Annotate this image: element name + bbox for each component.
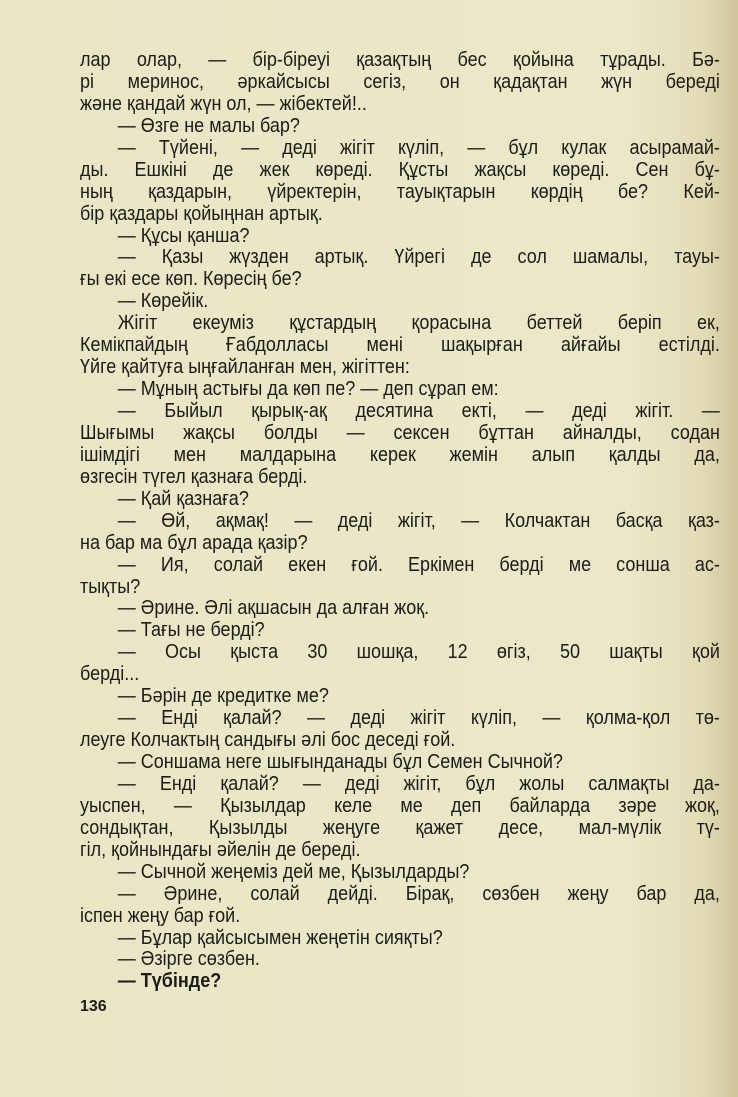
text-line: ғы екі есе көп. Көресің бе? <box>80 269 302 291</box>
text-line: — Қазы жүзден артық. Үйрегі де сол шамалы, тауы- <box>117 247 720 269</box>
text-line: Жігіт екеуміз құстардың қорасына беттей беріп ек, <box>117 313 720 335</box>
text-line: леуге Колчактың сандығы әлі бос деседі ғой. <box>80 730 456 752</box>
text-line: — Бәрін де кредитке ме? <box>117 686 329 708</box>
text-line: сондықтан, Қызылды жеңуге қажет десе, мал-мүлік тү- <box>80 817 720 839</box>
text-line: — Әрине. Әлі ақшасын да алған жоқ. <box>117 598 430 620</box>
text-line: — Соншама неге шығынданады бұл Семен Сычной? <box>117 752 563 773</box>
text-line: — Өзге не малы бар? <box>117 115 300 137</box>
text-line: — Түйені, — деді жігіт күліп, — бұл кулак асырамай- <box>117 137 720 159</box>
text-line: — Бұлар қайсысымен жеңетін сияқты? <box>117 927 443 949</box>
text-line: Кемікпайдың Ғабдолласы мені шақырған айғайы естілді. <box>80 335 720 357</box>
text-line: — Енді қалай? — деді жігіт күліп, — қолма-қол тө- <box>117 708 720 730</box>
text-line: Шығымы жақсы болды — сексен бұттан айналды, содан <box>80 422 720 444</box>
text-line: берді... <box>80 664 140 686</box>
text-line: — Әзірге сөзбен. <box>117 949 260 971</box>
text-line: — Мұның астығы да көп пе? — деп сұрап ем: <box>117 379 499 401</box>
text-line: — Осы қыста 30 шошқа, 12 өгіз, 50 шақты қой <box>117 642 720 664</box>
text-line: ды. Ешкіні де жек көреді. Құсты жақсы көреді. Сен бұ- <box>80 159 720 181</box>
text-line: өзгесін түгел қазнаға берді. <box>80 466 308 488</box>
text-line: іспен жеңу бар ғой. <box>80 905 241 927</box>
text-line: — Көрейік. <box>117 291 209 313</box>
text-line: гіл, қойнындағы әйелін де береді. <box>80 839 361 861</box>
text-line: — Түбінде? <box>117 971 222 993</box>
text-line: — Быйыл қырық-ақ десятина екті, — деді жігіт. — <box>117 401 720 422</box>
text-line: лар олар, — бір-біреуі қазақтың бес қойына тұрады. Бә- <box>80 50 720 71</box>
page-number: 136 <box>80 998 107 1015</box>
text-line: на бар ма бұл арада қазір? <box>80 532 308 554</box>
text-line: — Әрине, солай дейді. Бірақ, сөзбен жеңу бар да, <box>117 883 720 905</box>
text-line: Үйге қайтуға ыңғайланған мен, жігіттен: <box>80 357 410 379</box>
text-line: бір қаздары қойыңнан артық. <box>80 203 323 225</box>
text-line: — Сычной жеңеміз дей ме, Қызылдарды? <box>117 861 470 883</box>
text-line: — Ия, солай екен ғой. Еркімен берді ме сонша ас- <box>117 554 720 576</box>
page-body <box>80 50 720 993</box>
text-line: — Қай қазнаға? <box>117 488 249 510</box>
text-line: ның қаздарын, үйректерін, тауықтарын көрдің бе? Кей- <box>80 181 720 203</box>
text-line: ішімдігі мен малдарына керек жемін алып қалды да, <box>80 444 720 466</box>
text-line: рі меринос, әркайсысы сегіз, он қадақтан жүн береді <box>80 71 720 93</box>
text-line: тықты? <box>80 576 141 598</box>
text-line: — Өй, ақмақ! — деді жігіт, — Колчактан басқа қаз- <box>117 510 720 532</box>
text-line: — Құсы қанша? <box>117 225 250 247</box>
text-line: және қандай жүн ол, — жібектей!.. <box>80 93 367 115</box>
text-line: — Енді қалай? — деді жігіт, бұл жолы салмақты да- <box>117 773 720 795</box>
text-line: уыспен, — Қызылдар келе ме деп байларда зәре жоқ, <box>80 795 720 817</box>
text-line: — Тағы не берді? <box>117 620 265 642</box>
